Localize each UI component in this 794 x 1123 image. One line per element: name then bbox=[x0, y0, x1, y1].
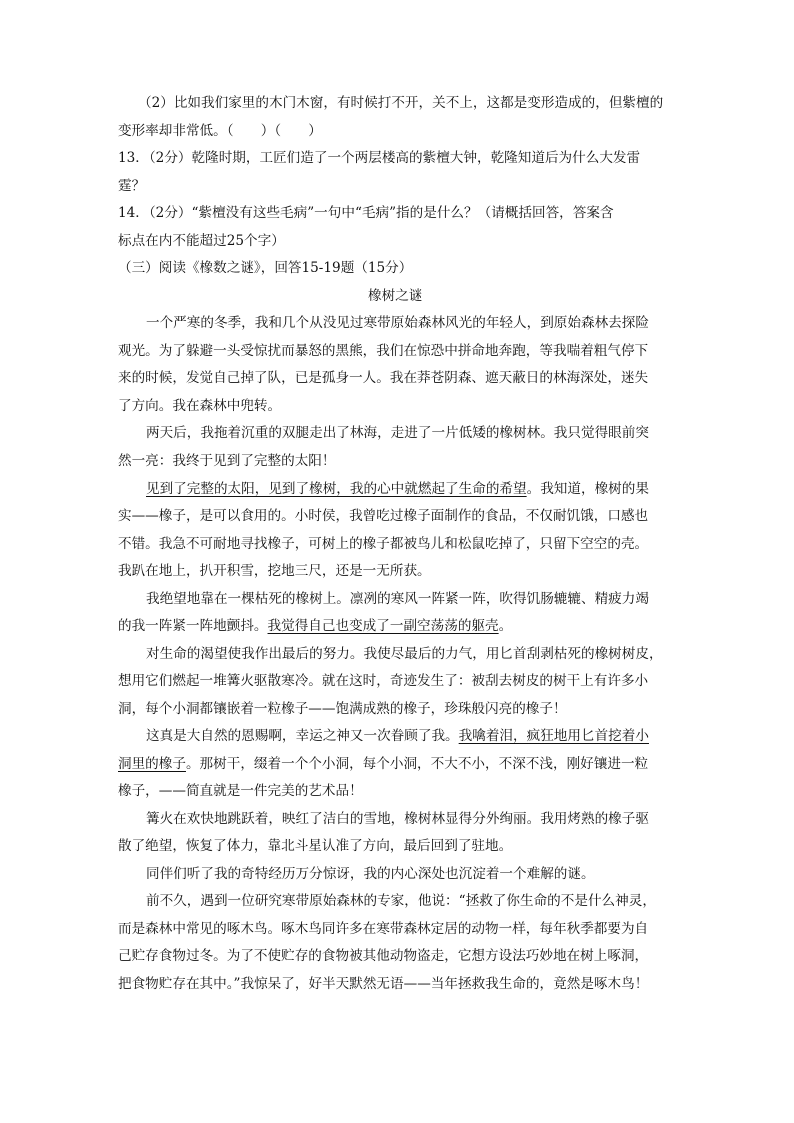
p2-line-1: 两天后，我拖着沉重的双腿走出了林海，走进了一片低矮的橡树林。我只觉得眼前突 bbox=[146, 425, 649, 441]
p4-line-2-end: 。 bbox=[498, 618, 513, 634]
underlined-sentence-shell: 我觉得自己也变成了一副空荡荡的躯壳 bbox=[267, 618, 499, 634]
p9-line-2: 而是森林中常见的啄木鸟。啄木鸟同许多在寒带森林定居的动物一样，每年秋季都要为自 bbox=[118, 921, 649, 937]
p6-line-1 bbox=[146, 723, 649, 751]
p4-line-2-plain: 的我一阵紧一阵地颤抖。 bbox=[118, 618, 268, 634]
underlined-sentence-dig-part-1: 我噙着泪，疯狂地用匕首挖着小 bbox=[458, 728, 649, 744]
question-13-line-1: 13．（2分）乾隆时期，工匠们造了一个两层楼高的紫檀大钟，乾隆知道后为什么大发雷 bbox=[118, 150, 641, 166]
p9-line-4: 把食物贮存在其中。”我惊呆了，好半天默然无语——当年拯救我生命的，竟然是啄木鸟！ bbox=[118, 976, 649, 992]
p5-line-1: 对生命的渴望使我作出最后的努力。我使尽最后的力气，用匕首刮剥枯死的橡树树皮， bbox=[146, 646, 663, 662]
question-14-line-2: 标点在内不能超过25个字） bbox=[118, 233, 285, 249]
p3-line-4: 我趴在地上，扒开积雪，挖地三尺，还是一无所获。 bbox=[118, 563, 431, 579]
underlined-sentence-hope: 见到了完整的太阳，见到了橡树，我的心中就燃起了生命的希望 bbox=[146, 481, 527, 497]
p1-line-2: 观光。为了躲避一头受惊扰而暴怒的黑熊，我们在惊恐中拼命地奔跑，等我喘着粗气停下 bbox=[118, 343, 649, 359]
p6-line-2 bbox=[118, 751, 648, 779]
p2-line-2: 然一亮：我终于见到了完整的太阳！ bbox=[118, 453, 336, 469]
p6-line-3: 橡子，——简直就是一件完美的艺术品！ bbox=[118, 783, 363, 799]
p1-line-3: 来的时候，发觉自己掉了队，已是孤身一人。我在莽苍阴森、遮天蔽日的林海深处，迷失 bbox=[118, 370, 649, 386]
question-13-line-2: 霆？ bbox=[118, 178, 146, 194]
p3-line-1 bbox=[146, 476, 649, 504]
p4-line-1: 我绝望地靠在一棵枯死的橡树上。凛冽的寒风一阵紧一阵，吹得饥肠辘辘、精疲力竭 bbox=[146, 591, 649, 607]
p7-line-2: 散了绝望，恢复了体力，靠北斗星认准了方向，最后回到了驻地。 bbox=[118, 838, 513, 854]
p1-line-4: 了方向。我在森林中兜转。 bbox=[118, 398, 282, 414]
section-3-heading: （三）阅读《橡数之谜》，回答15-19题（15分） bbox=[118, 260, 413, 276]
p9-line-1: 前不久，遇到一位研究寒带原始森林的专家，他说：“拯救了你生命的不是什么神灵， bbox=[146, 893, 656, 909]
question-14-line-1: 14．（2分）“紫檀没有这些毛病”一句中“毛病”指的是什么？（请概括回答，答案含 bbox=[118, 205, 614, 221]
p8-line-1: 同伴们听了我的奇特经历万分惊讶，我的内心深处也沉淀着一个难解的谜。 bbox=[146, 866, 595, 882]
p9-line-3: 己贮存食物过冬。为了不使贮存的食物被其他动物盗走，它想方设法巧妙地在树上啄洞， bbox=[118, 948, 649, 964]
underlined-sentence-dig-part-2: 洞里的橡子 bbox=[118, 756, 186, 772]
p3-line-2: 实——橡子，是可以食用的。小时侯，我曾吃过橡子面制作的食品，不仅耐饥饿，口感也 bbox=[118, 508, 649, 524]
q12-sub2-line-1: （2）比如我们家里的木门木窗，有时候打不开，关不上，这都是变形造成的，但紫檀的 bbox=[138, 95, 664, 111]
p6-line-2-rest: 。那树干，缀着一个个小洞，每个小洞，不大不小，不深不浅，刚好镶进一粒 bbox=[185, 756, 649, 772]
p1-line-1: 一个严寒的冬季，我和几个从没见过寒带原始森林风光的年轻人，到原始森林去探险 bbox=[146, 315, 649, 331]
p5-line-2: 想用它们燃起一堆篝火驱散寒冷。就在这时，奇迹发生了：被刮去树皮的树干上有许多小 bbox=[118, 673, 649, 689]
p6-line-1-plain: 这真是大自然的恩赐啊，幸运之神又一次眷顾了我。 bbox=[146, 728, 459, 744]
p3-line-1-rest: 。我知道，橡树的果 bbox=[526, 481, 649, 497]
p4-line-2 bbox=[118, 613, 512, 641]
article-title: 橡树之谜 bbox=[368, 288, 423, 304]
p7-line-1: 篝火在欢快地跳跃着，映红了洁白的雪地，橡树林显得分外绚丽。我用烤熟的橡子驱 bbox=[146, 811, 649, 827]
q12-sub2-line-2: 变形率却非常低。（ ）（ ） bbox=[118, 123, 322, 139]
p5-line-3: 洞，每个小洞都镶嵌着一粒橡子——饱满成熟的橡子，珍珠般闪亮的橡子！ bbox=[118, 701, 567, 717]
p3-line-3: 不错。我急不可耐地寻找橡子，可树上的橡子都被鸟儿和松鼠吃掉了，只留下空空的壳。 bbox=[118, 536, 649, 552]
